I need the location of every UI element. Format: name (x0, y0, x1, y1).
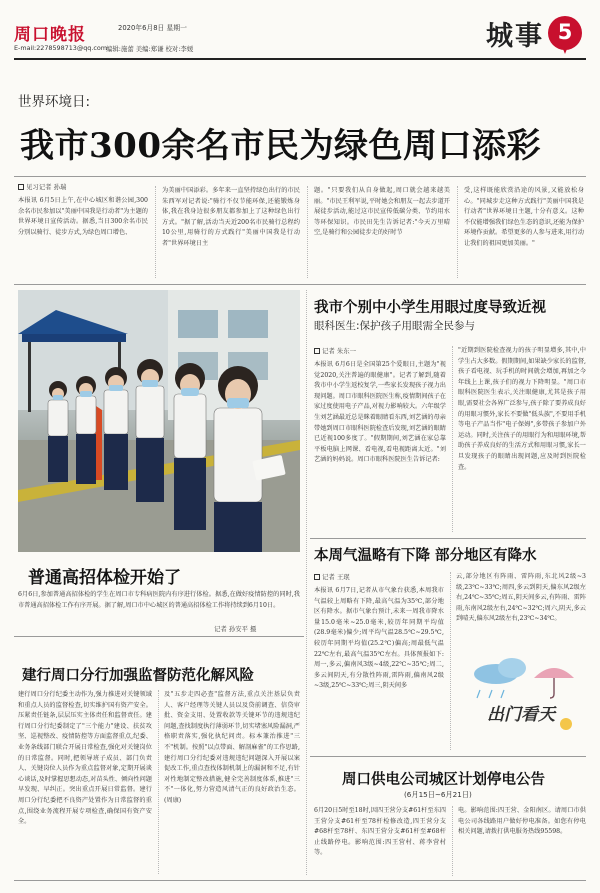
lead-column-1: 本报讯 6月5日上午,在中心城区和谐公园,300余名市民参加以"美丽中国我是行动者"为主题的世界环境日宣传活动。据悉,当日300余名市民分别以骑行、徒步方式,为绿色周口增色、 (18, 197, 148, 236)
weather-badge-label: 出门看天 (487, 705, 555, 725)
lead-headline: 我市300余名市民为绿色周口添彩 (20, 126, 541, 166)
section-rule (310, 538, 586, 539)
edition-date: 2020年6月8日 星期一 (118, 24, 187, 32)
page-number-badge (548, 16, 582, 50)
section-rule (14, 636, 304, 637)
masthead (0, 0, 600, 64)
weather-badge (456, 650, 586, 748)
power-column-2: 电。影响范围:四王营、金阳南区。请周口市供电公司各线路用户做好停电准备。如您有停电相关问题,请拨打供电服务热线95598。 (458, 807, 586, 836)
column-divider (307, 186, 308, 278)
column-divider (457, 186, 458, 278)
column-divider (158, 690, 159, 874)
byline-marker-icon (314, 574, 320, 580)
weather-byline (314, 572, 350, 581)
power-headline: 周口供电公司城区计划停电公告 (342, 771, 545, 788)
risk-column-2: 及"五步走四必查"监督方法,重点关注基层负责人、客户经理等关键人员以及贷前调查、信贷审批、资金支用、处置收款等关键环节的违规违纪问题,查找制度执行薄弱环节,切实堵塞风险漏洞,严格职责落实,强化执纪问责。标本兼治推进"三不"机制。按照"以点带面、解剖麻雀"的工作思路,建行周口分行纪委对违规违纪问题深入开展以案促改工作,重点查找体制机制上的漏洞和不足,有针对性地制定整改措施,健全完善制度体系,推进"三不"一体化,努力营造风清气正的良好政治生态。(周康) (164, 691, 300, 804)
lead-byline-text: 见习记者 孙瑞 (26, 183, 67, 191)
lead-column-4: 受,这样既能欣赏沿途的风景,又能放松身心。"同城步走这种方式践行"美丽中国我是行动者"世界环境日主题,十分有意义。这种不仅能增强我们绿色生态的意识,还能为保护环境作贡献。希望更多的人参与进来,用行动让我们的祖国更加美丽。" (464, 187, 584, 247)
myopia-byline (314, 346, 356, 355)
byline-marker-icon (18, 184, 24, 190)
risk-headline: 建行周口分行加强监督防范化解风险 (22, 667, 254, 684)
weather-headline: 本周气温略有下降 部分地区有降水 (314, 547, 537, 564)
column-divider (452, 346, 453, 532)
lead-kicker: 世界环境日: (18, 94, 91, 110)
section-rule (310, 756, 586, 757)
myopia-column-1: 本报讯 6月6日是全国第25个爱眼日,主题为"视觉2020,关注普遍的眼健康"。记者了解到,随着我市中小学生返校复学,一些家长发现孩子视力出现问题。周口市眼科医院医生称,疫情期间孩子在家过度使用电子产品,对视力影响较大。六年级学生刘艺涵最近总是眯着眼睛看东西,刘艺涵的母亲带她到周口市眼科医院检查后发现,刘艺涵的眼睛已近视100多度了。"假期期间,刘艺涵在家总靠平板电脑上网课、看电视,看电视距离太近。"刘艺涵的妈妈说。周口市眼科医院医生告诉记者: (314, 361, 446, 464)
weather-column-1: 本报讯 6月7日,记者从市气象台获悉,本周我市气温较上周略有下降,最高气温为35℃,部分地区有降水。据市气象台预计,未来一周我市降水量15.0毫米~25.0毫米,较历年同期平均值(28.9毫米)偏少;周平均气温28.5℃~29.5℃,较历年同期平均值(25.2℃)偏高;周最低气温22℃左右,最高气温35℃左右。具体预报如下:周一,多云,偏南风3级~4级,22℃~35℃;周二,多云间阴天,有分散性阵雨,雷阵雨,偏南风2级~3级,25℃~33℃;周三,阴天间多 (314, 587, 444, 690)
section-rule (14, 284, 586, 285)
masthead-rule (14, 58, 586, 60)
lead-headline-rule (14, 176, 586, 177)
health-check-photo (18, 290, 300, 552)
weather-byline-text: 记者 王珉 (322, 573, 350, 581)
myopia-byline-text: 记者 朱东一 (322, 347, 356, 355)
lead-column-2: 为美丽中国添彩。多年来一直坚持绿色出行的市民朱西军对记者说:"骑行不仅节能环保,还能锻炼身体,我在我身边很多朋友都参加上了这种绿色出行方式。"据了解,活动当天近200名市民骑行总程约10公里,用骑行的方式践行"美丽中国我是行动者"世界环境日主 (162, 187, 300, 247)
column-divider (452, 806, 453, 876)
lead-column-3: 题。"只要我们从自身做起,周口就会越来越美丽。"市民王利军说,平时她会和朋友一起去步道开展徒步活动,能过这市民宣传低碳分类、节约用水等环保知识。市民田先生告诉记者:"今天万里晴空,是骑行和公园徒步走的好时节 (314, 187, 450, 237)
contact-email: E-mail:2278598713@qq.com (14, 44, 108, 52)
page-number: 5 (557, 20, 573, 44)
power-column-1: 6月20日5时至18时,因四王营分支#61杆至东四王营分支#61杆至78杆检修改造,四王营分支#68杆至78杆、东四王营分支#61杆至#68杆止线路停电。影响范围:四王营村、蒋李营村等。 (314, 807, 446, 857)
power-dates: (6月15日~6月21日) (404, 790, 472, 799)
photo-scene (18, 290, 300, 552)
column-divider (155, 186, 156, 278)
page-number-pin-tip (561, 44, 569, 54)
weather-column-2: 云,部分地区有阵雨、雷阵雨,东北风2级~3级,23℃~33℃;周四,多云到阴天,偏东风2级左右,24℃~35℃;周五,阴天间多云,有阵雨、雷阵雨,东南风2级左右,24℃~32℃;周六,阴天,多云到晴天,偏东风2级左右,23℃~34℃。 (456, 573, 586, 623)
section-title: 城事 (486, 21, 544, 52)
column-divider (450, 572, 451, 750)
umbrella-cloud-icon (456, 650, 586, 748)
risk-column-1: 建行周口分行纪委主动作为,强力推进对关键领域和重点人员的监督检查,切实维护国有资产安全。压紧责任链条,层层压实主体责任和监督责任。建行周口分行纪委制定了"三个能力"建设、扶贫攻坚、巡视整改、疫情防控等方面监督重点,纪委、业务条线部门联合开展日常检查,强化对关键岗位的日常监督。同时,把领导班子成员、部门负责人、关键岗位人员作为重点监督对象,定期开展谈心谈话,及时掌握思想动态,对苗头性、倾向性问题早发现、早纠正。突出重点开展日常监督。建行周口分行纪委把不良资产处置作为日常监督的重点,围绕业务流程开展专项检查,确保国有资产安全。 (18, 691, 152, 826)
exam-headline: 普通高招体检开始了 (28, 568, 181, 588)
myopia-column-2: "近期到医院检查视力的孩子明显增多,其中,中学生占大多数。假期期间,如果缺少家长的监督,孩子看电视、玩手机的时间就会增加,再加之今年线上上课,孩子们的视力下降明显。"周口市眼科医院医生表示,关注眼健康,尤其是孩子用眼,需要社会各界广泛参与,孩子除了要养成良好的用眼习惯外,家长不要做"低头族",不要用手机等电子产品当作"电子保姆",多带孩子参加户外运动。同时,关注孩子的用眼行为和用眼环境,帮助孩子养成良好的生活方式和用眼习惯,家长一旦发现孩子的眼睛出现问题,应及时到医院检查。 (458, 347, 586, 471)
lead-byline (18, 182, 66, 191)
myopia-subhead: 眼科医生:保护孩子用眼需全民参与 (314, 320, 476, 332)
editor-credits: 编辑:施蕾 美编:郑谦 校对:李媛 (106, 45, 194, 53)
column-divider (306, 290, 307, 875)
myopia-headline: 我市个别中小学生用眼过度导致近视 (314, 299, 546, 316)
exam-byline: 记者 孙安平 摄 (214, 625, 257, 633)
byline-marker-icon (314, 348, 320, 354)
newspaper-logo: 周口晚报 (14, 25, 86, 45)
page-bottom-rule (14, 880, 586, 881)
exam-text: 6月6日,参加普通高招体检的学生在周口市专科病医院内有序进行体检。据悉,在做好疫情防控的同时,我市普通高招体检工作有序开展。据了解,周口市中心城区的普通高招体检工作将持续到6月10日。 (18, 591, 300, 609)
